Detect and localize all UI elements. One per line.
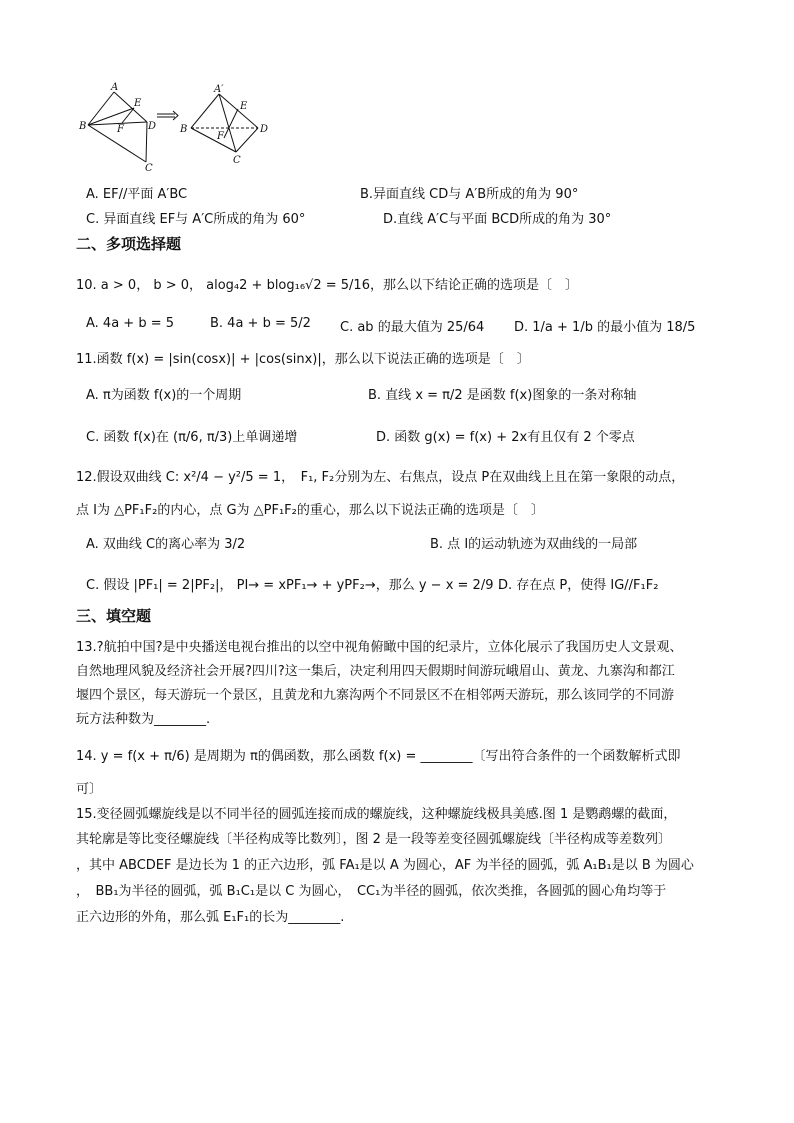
geometry-figure [74,82,274,174]
fig-left-label-B: B [79,121,87,132]
q9-option-c: C. 异面直线 EF与 A′C所成的角为 60° [86,212,306,227]
fig-left-label-F: F [117,124,124,135]
q11-option-d: D. 函数 g(x) = f(x) + 2x有且仅有 2 个零点 [376,430,635,445]
fig-right-label-D: D [260,124,269,135]
q13-line1: 13.?航拍中国?是中央播送电视台推出的以空中视角俯瞰中国的纪录片，立体化展示了我国历史人文景观、 [76,640,683,655]
q10-option-b: B. 4a + b = 5/2 [210,316,311,331]
fig-left-label-E: E [134,98,142,109]
q13-line4: 玩方法种数为________. [76,712,211,727]
q10-stem: 10. a > 0， b > 0， alog₄2 + blog₁₆√2 = 5/16，那么以下结论正确的选项是〔 〕 [76,278,578,293]
q14-line2: 可〕 [76,782,103,797]
q13-line3: 堰四个景区，每天游玩一个景区，且黄龙和九寨沟两个不同景区不在相邻两天游玩，那么该同学的不同游 [76,688,675,703]
q11-option-b: B. 直线 x = π/2 是函数 f(x)图象的一条对称轴 [368,388,637,403]
q12-stem-line2: 点 I为 △PF₁F₂的内心，点 G为 △PF₁F₂的重心，那么以下说法正确的选项是〔 〕 [76,503,544,518]
section-heading-multiple-choice: 二、多项选择题 [76,235,182,253]
fig-right-label-F: F [217,131,224,142]
figure-right-tetrahedron [191,94,258,152]
q9-option-d: D.直线 A′C与平面 BCD所成的角为 30° [383,212,612,227]
q11-option-a: A. π为函数 f(x)的一个周期 [86,388,242,403]
fig-left-label-C: C [145,163,153,174]
q14-line1: 14. y = f(x + π/6) 是周期为 π的偶函数，那么函数 f(x) = ________〔写出符合条件的一个函数解析式即 [76,749,681,764]
q15-line4: ， BB₁为半径的圆弧，弧 B₁C₁是以 C 为圆心， CC₁为半径的圆弧，依次类推，各圆弧的圆心角均等于 [76,884,667,899]
fig-right-label-C: C [233,155,241,166]
q10-option-d: D. 1/a + 1/b 的最小值为 18/5 [514,320,696,335]
q12-stem-line1: 12.假设双曲线 C: x²/4 − y²/5 = 1， F₁, F₂分别为左、右焦点，设点 P在双曲线上且在第一象限的动点， [76,470,685,485]
q10-option-c: C. ab 的最大值为 25/64 [340,320,485,335]
section-heading-fill-in: 三、填空题 [76,607,152,625]
q15-line2: 其轮廓是等比变径螺旋线〔半径构成等比数列〕，图 2 是一段等差变径圆弧螺旋线〔半径构成等差数列〕 [76,832,672,847]
q9-option-a: A. EF//平面 A′BC [86,187,188,202]
q9-option-b: B.异面直线 CD与 A′B所成的角为 90° [360,187,579,202]
transform-arrow-icon [157,111,178,120]
q11-stem: 11.函数 f(x) = |sin(cosx)| + |cos(sinx)|，那么以下说法正确的选项是〔 〕 [76,352,530,367]
fig-right-label-B: B [180,124,188,135]
q12-option-b: B. 点 I的运动轨迹为双曲线的一局部 [430,537,638,552]
q12-option-c: C. 假设 |PF₁| = 2|PF₂|， PI→ = xPF₁→ + yPF₂→，那么 y − x = 2/9 . [86,578,502,593]
q12-option-a: A. 双曲线 C的离心率为 3/2 [86,537,246,552]
q12-option-d: D. 存在点 P，使得 IG//F₁F₂ [498,578,659,593]
q15-line5: 正六边形的外角，那么弧 E₁F₁的长为________. [76,910,345,925]
fig-right-label-A: A′ [214,84,224,95]
fig-left-label-A: A [111,82,119,93]
q15-line1: 15.变径圆弧螺旋线是以不同半径的圆弧连接而成的螺旋线，这种螺旋线极具美感.图 1 是鹦鹉螺的截面， [76,807,677,822]
q13-line2: 自然地理风貌及经济社会开展?四川?这一集后，决定利用四天假期时间游玩峨眉山、黄龙、九寨沟和都江 [76,664,675,679]
q10-option-a: A. 4a + b = 5 [86,316,175,331]
fig-left-label-D: D [148,121,157,132]
fig-right-label-E: E [240,101,248,112]
q15-line3: ，其中 ABCDEF 是边长为 1 的正六边形，弧 FA₁是以 A 为圆心，AF 为半径的圆弧，弧 A₁B₁是以 B 为圆心 [76,858,694,873]
q11-option-c: C. 函数 f(x)在 (π/6, π/3)上单调递增 [86,430,298,445]
